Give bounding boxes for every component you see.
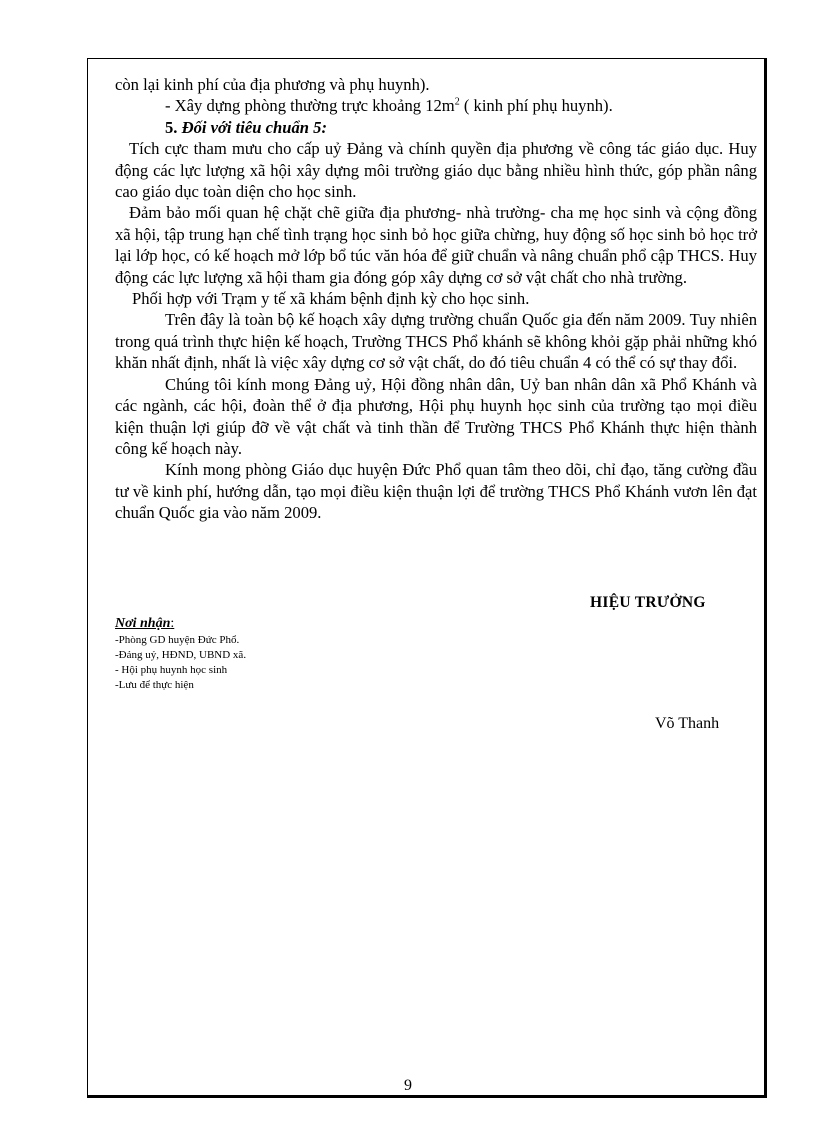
signature-name: Võ Thanh bbox=[655, 715, 720, 732]
recipients-title bbox=[115, 616, 415, 632]
section-title: Đối với tiêu chuẩn 5 bbox=[177, 117, 322, 137]
paragraph-3: Phối hợp với Trạm y tế xã khám bệnh định kỳ cho học sinh. bbox=[132, 289, 530, 309]
recipient-item: -Lưu để thực hiện bbox=[115, 679, 194, 691]
recipients-block bbox=[115, 616, 415, 693]
paragraph-6: Kính mong phòng Giáo dục huyện Đức Phổ quan tâm theo dõi, chỉ đạo, tăng cường đầu tư về kinh phí, hướng dẫn, tạo mọi điều kiện thuận lợi để trường THCS Phổ Khánh vươn lên đạt chuẩn Quốc gia vào năm 2009. bbox=[115, 460, 757, 523]
list-item-guard-room bbox=[115, 95, 757, 116]
list-item-tail: ( kinh phí phụ huynh). bbox=[459, 96, 613, 116]
section-number: 5. bbox=[165, 117, 178, 137]
list-item-text: - Xây dựng phòng thường trực khoảng 12m bbox=[165, 96, 455, 116]
recipient-item: -Phòng GD huyện Đức Phổ. bbox=[115, 634, 240, 646]
document-body bbox=[115, 74, 757, 524]
paragraph-5: Chúng tôi kính mong Đảng uỷ, Hội đồng nhân dân, Uỷ ban nhân dân xã Phổ Khánh và các ngành, các hội, đoàn thể ở địa phương, Hội phụ huynh học sinh của trường tạo mọi điều kiện thuận lợi giúp đỡ về vật chất và tinh thần để Trường THCS Phổ Khánh thực hiện thành công kế hoạch này. bbox=[115, 374, 757, 458]
paragraph-4: Trên đây là toàn bộ kế hoạch xây dựng trường chuẩn Quốc gia đến năm 2009. Tuy nhiên trong quá trình thực hiện kế hoạch, Trường THCS Phổ khánh sẽ không khỏi gặp phải những khó khăn nhất định, nhất là việc xây dựng cơ sở vật chất, do đó tiêu chuẩn 4 có thể có sự thay đổi. bbox=[115, 310, 757, 373]
section-colon: : bbox=[321, 117, 327, 137]
recipients-title-text: Nơi nhận bbox=[115, 616, 171, 631]
paragraph-continuation: còn lại kinh phí của địa phương và phụ huynh). bbox=[115, 75, 430, 94]
paragraph-1: Tích cực tham mưu cho cấp uỷ Đảng và chính quyền địa phương về công tác giáo dục. Huy động các lực lượng xã hội xây dựng môi trường giáo dục bằng nhiều hình thức, góp phần nâng cao giáo dục toàn diện cho học sinh. bbox=[115, 139, 757, 202]
superscript: 2 bbox=[454, 96, 460, 108]
page-number: 9 bbox=[404, 1077, 412, 1094]
recipient-item: - Hội phụ huynh học sinh bbox=[115, 664, 228, 676]
recipients-title-colon: : bbox=[170, 616, 175, 631]
recipient-item: -Đảng uỷ, HĐND, UBND xã. bbox=[115, 649, 247, 661]
section-heading bbox=[115, 117, 757, 138]
signature-title: HIỆU TRƯỞNG bbox=[590, 594, 706, 611]
paragraph-2: Đảm bảo mối quan hệ chặt chẽ giữa địa phương- nhà trường- cha mẹ học sinh và cộng đồng xã hội, tập trung hạn chế tình trạng học sinh bỏ học giữa chừng, huy động số học sinh bỏ học trở lại lớp học, có kế hoạch mở lớp bổ túc văn hóa để giữ chuẩn và nâng chuẩn phổ cập THCS. Huy động các lực lượng xã hội tham gia đóng góp xây dựng cơ sở vật chất cho nhà trường. bbox=[115, 203, 757, 287]
